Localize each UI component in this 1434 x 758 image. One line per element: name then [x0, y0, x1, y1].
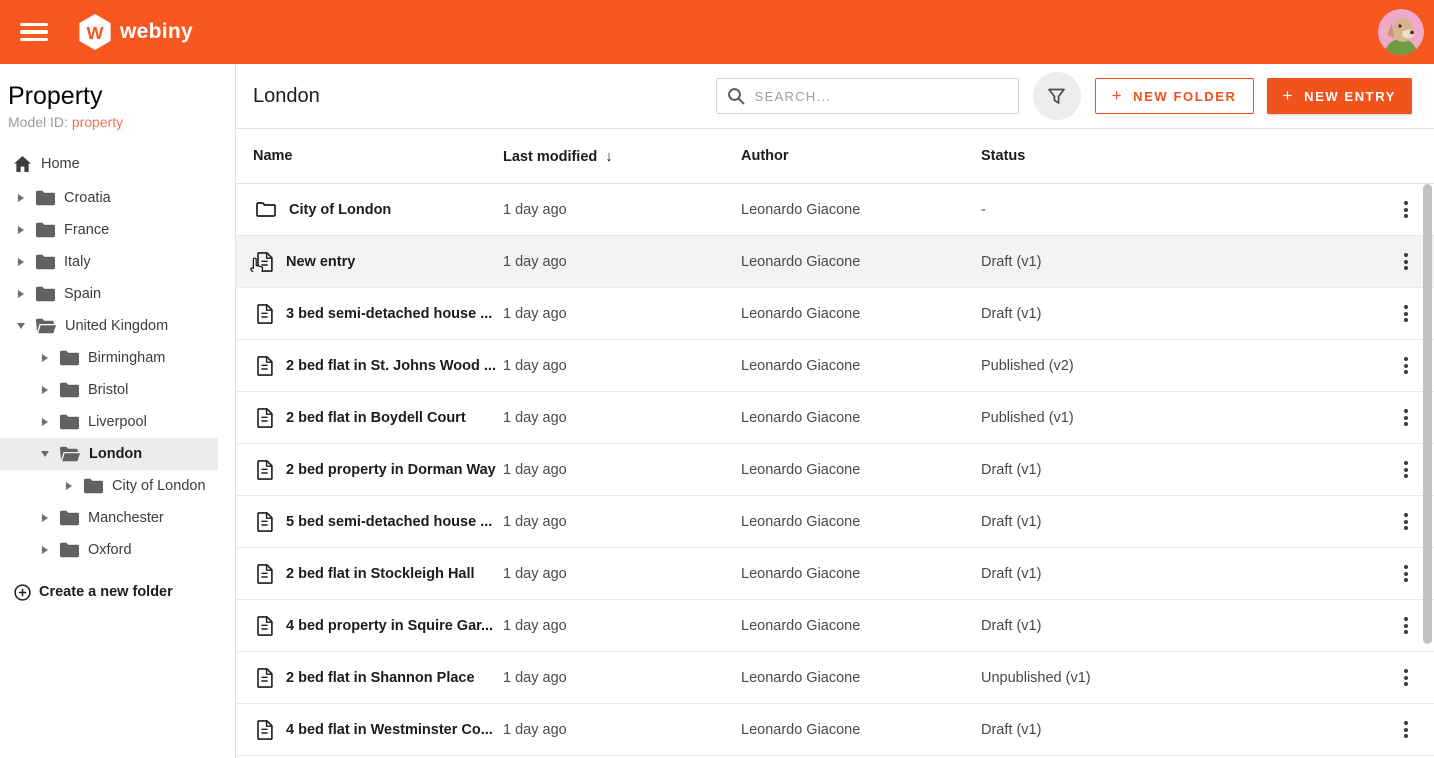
current-folder-title: London	[253, 84, 320, 107]
folder-icon	[36, 286, 55, 302]
webiny-wordmark: webiny	[120, 20, 193, 43]
entry-status: Draft (v1)	[981, 305, 1042, 322]
entry-modified: 1 day ago	[503, 409, 567, 426]
entry-modified: 1 day ago	[503, 305, 567, 322]
entry-status: Draft (v1)	[981, 565, 1042, 582]
entry-modified: 1 day ago	[503, 357, 567, 374]
open-folder-icon	[36, 318, 56, 334]
entry-name: 2 bed flat in Boydell Court	[286, 409, 466, 426]
circled-plus-icon	[14, 584, 31, 601]
chevron-right-icon[interactable]	[14, 194, 28, 202]
sort-desc-icon: ↓	[605, 147, 613, 165]
entry-status: Draft (v1)	[981, 461, 1042, 478]
create-folder-label: Create a new folder	[39, 584, 173, 601]
entry-author: Leonardo Giacone	[741, 409, 861, 426]
user-avatar[interactable]	[1378, 9, 1424, 55]
document-icon	[256, 512, 273, 532]
entry-modified: 1 day ago	[503, 513, 567, 530]
folder-label: Italy	[64, 253, 91, 270]
plus-icon: +	[1282, 86, 1295, 105]
sidebar-folder-croatia[interactable]	[0, 182, 235, 214]
entry-author: Leonardo Giacone	[741, 565, 861, 582]
chevron-down-icon[interactable]	[38, 451, 52, 457]
entry-author: Leonardo Giacone	[741, 357, 861, 374]
document-icon	[256, 720, 273, 740]
table-row[interactable]	[236, 496, 1434, 548]
entry-author: Leonardo Giacone	[741, 201, 861, 218]
entry-name: 2 bed property in Dorman Way	[286, 461, 496, 478]
document-icon	[256, 408, 273, 428]
sidebar-folder-city-of-london[interactable]	[0, 470, 235, 502]
folder-icon	[36, 254, 55, 270]
sidebar-item-home[interactable]	[0, 148, 235, 180]
entry-status: Published (v2)	[981, 357, 1074, 374]
entry-modified: 1 day ago	[503, 201, 567, 218]
sidebar	[0, 64, 236, 758]
entry-author: Leonardo Giacone	[741, 721, 861, 738]
document-icon	[256, 616, 273, 636]
entry-status: Draft (v1)	[981, 513, 1042, 530]
folder-icon	[60, 414, 79, 430]
mouse-cursor-icon	[248, 257, 267, 272]
table-row[interactable]	[236, 288, 1434, 340]
table-row[interactable]	[236, 444, 1434, 496]
chevron-right-icon[interactable]	[38, 418, 52, 426]
entry-modified: 1 day ago	[503, 669, 567, 686]
sidebar-folder-liverpool[interactable]	[0, 406, 235, 438]
folder-label: France	[64, 221, 110, 238]
chevron-right-icon[interactable]	[14, 258, 28, 266]
entry-status: Unpublished (v1)	[981, 669, 1091, 686]
avatar-dog-image	[1378, 9, 1424, 55]
document-icon	[256, 564, 273, 584]
table-row[interactable]	[236, 548, 1434, 600]
webiny-logo[interactable]	[78, 13, 193, 51]
entry-author: Leonardo Giacone	[741, 513, 861, 530]
webiny-hexagon-icon	[78, 13, 112, 51]
entry-name: 2 bed flat in Shannon Place	[286, 669, 475, 686]
top-app-bar	[0, 0, 1434, 64]
hamburger-menu-icon[interactable]	[20, 23, 48, 41]
folder-icon	[60, 542, 79, 558]
entry-name: 4 bed property in Squire Gar...	[286, 617, 494, 634]
entry-status: Draft (v1)	[981, 617, 1042, 634]
svg-text:W: W	[86, 23, 104, 44]
document-icon	[256, 356, 273, 376]
folder-label: Liverpool	[88, 413, 147, 430]
folder-icon	[256, 201, 276, 218]
chevron-right-icon[interactable]	[38, 546, 52, 554]
chevron-right-icon[interactable]	[62, 482, 76, 490]
folder-label: Spain	[64, 285, 102, 302]
column-header-author[interactable]: Author	[741, 148, 789, 164]
entry-author: Leonardo Giacone	[741, 253, 861, 270]
entry-status: Published (v1)	[981, 409, 1074, 426]
content-toolbar	[236, 64, 1434, 129]
model-title: Property	[8, 82, 103, 110]
sidebar-folder-oxford[interactable]	[0, 534, 235, 566]
sidebar-folder-london[interactable]	[0, 438, 218, 470]
chevron-right-icon[interactable]	[14, 226, 28, 234]
column-header-last-modified[interactable]: Last modified ↓	[503, 147, 613, 165]
new-entry-button[interactable]: + NEW ENTRY	[1267, 78, 1412, 114]
open-folder-icon	[60, 446, 80, 462]
scrollbar-thumb[interactable]	[1423, 184, 1432, 644]
entry-status: Draft (v1)	[981, 721, 1042, 738]
table-row[interactable]	[236, 392, 1434, 444]
plus-icon: +	[1111, 86, 1124, 105]
column-header-status[interactable]: Status	[981, 148, 1026, 164]
document-icon	[256, 668, 273, 688]
filter-button[interactable]	[1033, 72, 1081, 120]
sidebar-folder-manchester[interactable]	[0, 502, 235, 534]
new-folder-button[interactable]: + NEW FOLDER	[1095, 78, 1254, 114]
entry-author: Leonardo Giacone	[741, 617, 861, 634]
search-box[interactable]	[716, 78, 1019, 114]
model-id: Model ID: property	[8, 113, 124, 130]
folder-icon	[36, 190, 55, 206]
folder-label: Bristol	[88, 381, 129, 398]
folder-label: City of London	[112, 477, 206, 494]
entry-modified: 1 day ago	[503, 565, 567, 582]
entry-name: 3 bed semi-detached house ...	[286, 305, 493, 322]
table-row[interactable]	[236, 340, 1434, 392]
search-input[interactable]	[755, 89, 1008, 104]
entry-name: New entry	[286, 253, 356, 270]
folder-icon	[60, 382, 79, 398]
folder-label: London	[89, 445, 143, 462]
entry-name: 4 bed flat in Westminster Co...	[286, 721, 493, 738]
table-row[interactable]	[236, 600, 1434, 652]
table-row[interactable]	[236, 704, 1434, 756]
folder-label: United Kingdom	[65, 317, 169, 334]
sidebar-folder-united-kingdom[interactable]	[0, 310, 235, 342]
chevron-right-icon[interactable]	[14, 290, 28, 298]
folder-label: Manchester	[88, 509, 164, 526]
folder-label: Croatia	[64, 189, 111, 206]
entries-table-body	[236, 184, 1434, 758]
entry-name: City of London	[289, 201, 392, 218]
vertical-scrollbar[interactable]	[1422, 66, 1434, 758]
entry-modified: 1 day ago	[503, 253, 567, 270]
table-row[interactable]	[236, 652, 1434, 704]
document-icon	[256, 460, 273, 480]
table-header	[236, 129, 1434, 184]
sidebar-folder-birmingham[interactable]	[0, 342, 235, 374]
folder-icon	[60, 350, 79, 366]
folder-icon	[60, 510, 79, 526]
search-icon	[727, 87, 745, 105]
column-header-name[interactable]: Name	[253, 148, 293, 164]
chevron-down-icon[interactable]	[14, 323, 28, 329]
entry-modified: 1 day ago	[503, 721, 567, 738]
folder-icon	[84, 478, 103, 494]
filter-funnel-icon	[1047, 87, 1066, 106]
sidebar-folder-italy[interactable]	[0, 246, 235, 278]
home-icon	[14, 156, 31, 172]
sidebar-folder-bristol[interactable]	[0, 374, 235, 406]
sidebar-folder-france[interactable]	[0, 214, 235, 246]
entry-name: 2 bed flat in St. Johns Wood ...	[286, 357, 496, 374]
sidebar-folder-spain[interactable]	[0, 278, 235, 310]
folder-tree	[0, 182, 235, 566]
folder-label: Birmingham	[88, 349, 166, 366]
folder-icon	[36, 222, 55, 238]
chevron-right-icon[interactable]	[38, 354, 52, 362]
folder-label: Oxford	[88, 541, 132, 558]
create-folder-button[interactable]	[14, 584, 235, 601]
document-icon	[256, 304, 273, 324]
content-area	[236, 64, 1434, 758]
entry-modified: 1 day ago	[503, 617, 567, 634]
sidebar-item-label: Home	[41, 155, 80, 172]
entry-name: 2 bed flat in Stockleigh Hall	[286, 565, 475, 582]
entry-author: Leonardo Giacone	[741, 305, 861, 322]
table-row[interactable]	[236, 236, 1434, 288]
entry-name: 5 bed semi-detached house ...	[286, 513, 493, 530]
chevron-right-icon[interactable]	[38, 386, 52, 394]
entry-modified: 1 day ago	[503, 461, 567, 478]
entry-status: -	[981, 201, 986, 218]
entry-author: Leonardo Giacone	[741, 669, 861, 686]
entry-author: Leonardo Giacone	[741, 461, 861, 478]
entry-status: Draft (v1)	[981, 253, 1042, 270]
table-row[interactable]	[236, 184, 1434, 236]
model-id-value: property	[71, 113, 124, 130]
chevron-right-icon[interactable]	[38, 514, 52, 522]
